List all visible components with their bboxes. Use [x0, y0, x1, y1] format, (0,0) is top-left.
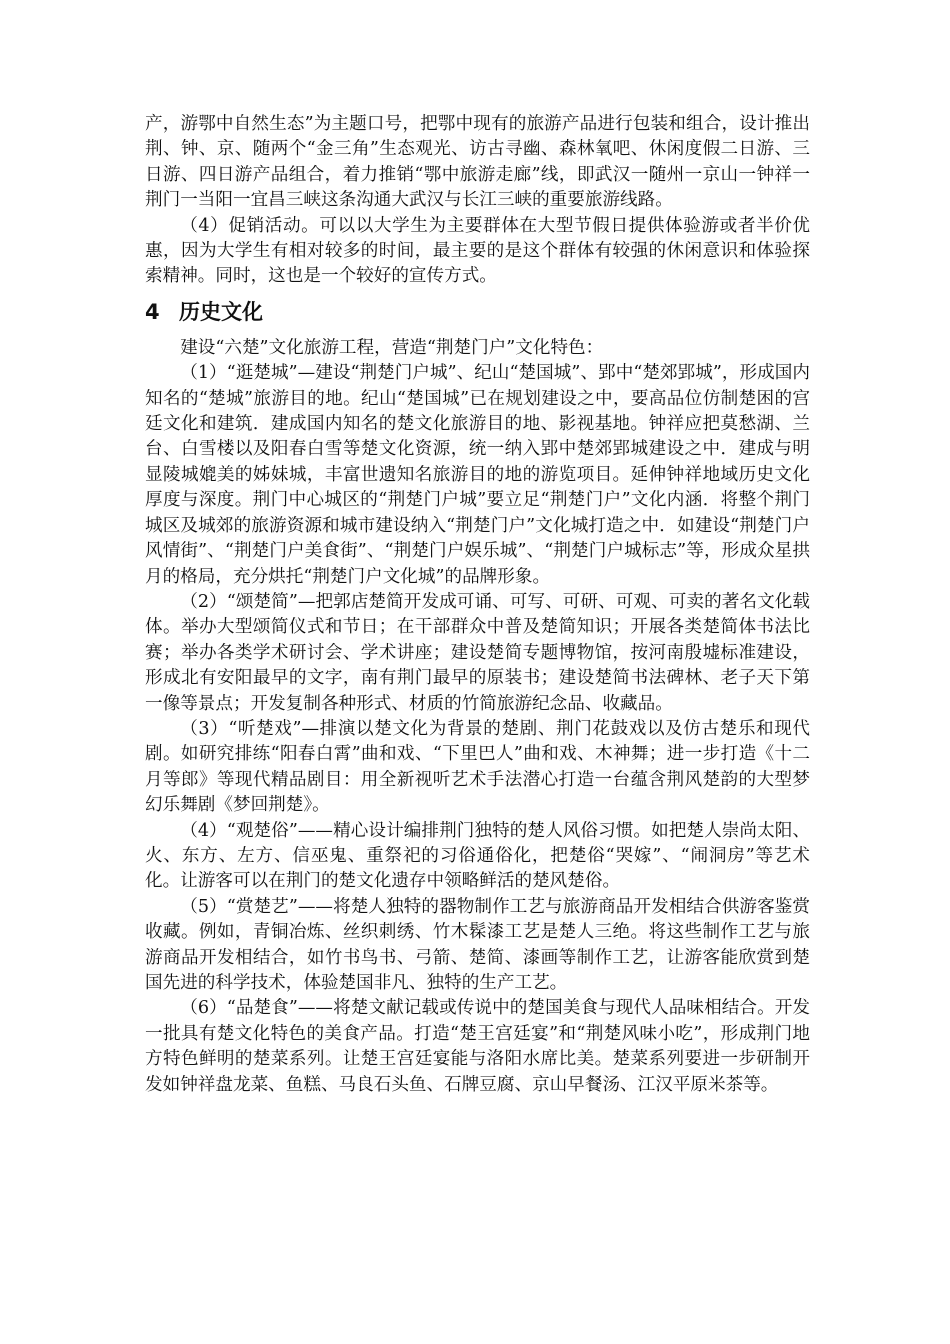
- paragraph: （4）“观楚俗”——精心设计编排荆门独特的楚人风俗习惯。如把楚人崇尚太阳、火、东方、左方、信巫鬼、重祭祀的习俗通俗化，把楚俗“哭嫁”、“闹洞房”等艺术化。让游客可以在荆门的楚文化遗存中领略鲜活的楚风楚俗。: [145, 820, 810, 892]
- paragraph: （5）“赏楚艺”——将楚人独特的器物制作工艺与旅游商品开发相结合供游客鉴赏收藏。例如，青铜冶炼、丝织刺绣、竹木髹漆工艺是楚人三绝。将这些制作工艺与旅游商品开发相结合，如竹书鸟书、弓箭、楚简、漆画等制作工艺，让游客能欣赏到楚国先进的科学技术，体验楚国非凡、独特的生产工艺。: [145, 896, 810, 993]
- paragraph: （3）“听楚戏”—排演以楚文化为背景的楚剧、荆门花鼓戏以及仿古楚乐和现代剧。如研究排练“阳春白霄”曲和戏、“下里巴人”曲和戏、木神舞；进一步打造《十二月等郎》等现代精品剧目：用全新视听艺术手法潜心打造一台蕴含荆风楚韵的大型梦幻乐舞剧《梦回荆楚》。: [145, 718, 810, 816]
- paragraph: （6）“品楚食”——将楚文献记载或传说中的楚国美食与现代人品味相结合。开发一批具有楚文化特色的美食产品。打造“楚王宫廷宴”和“荆楚风味小吃”，形成荆门地方特色鲜明的楚菜系列。让楚王宫廷宴能与洛阳水席比美。楚菜系列要进一步研制开发如钟祥盘龙菜、鱼糕、马良石头鱼、石牌豆腐、京山早餐汤、江汉平原米茶等。: [145, 998, 810, 1095]
- paragraph: 产，游鄂中自然生态”为主题口号，把鄂中现有的旅游产品进行包装和组合，设计推出荆、钟、京、随两个“金三角”生态观光、访古寻幽、森林氧吧、休闲度假二日游、三日游、四日游产品组合，着力推销“鄂中旅游走廊”线，即武汉一随州一京山一钟祥一荆门一当阳一宜昌三峡这条沟通大武汉与长江三峡的重要旅游线路。: [145, 114, 810, 211]
- document-body: [145, 112, 810, 1098]
- paragraph: （1）“逛楚城”—建设“荆楚门户城”、纪山“楚国城”、郢中“楚郊郢城”，形成国内知名的“楚城”旅游目的地。纪山“楚国城”已在规划建设之中，要高品位仿制楚困的宫廷文化和建筑．建成国内知名的楚文化旅游目的地、影视基地。钟祥应把莫愁湖、兰台、白雪楼以及阳春白雪等楚文化资源，统一纳入郢中楚郊郢城建设之中．建成与明显陵城媲美的姊妹城，丰富世遗知名旅游目的地的游览项目。延伸钟祥地域历史文化厚度与深度。荆门中心城区的“荆楚门户城”要立足“荆楚门户”文化内涵．将整个荆门城区及城郊的旅游资源和城市建设纳入“荆楚门户”文化城打造之中．如建设“荆楚门户风情街”、“荆楚门户美食街”、“荆楚门户娱乐城”、“荆楚门户城标志”等，形成众星拱月的格局，充分烘托“荆楚门户文化城”的品牌形象。: [145, 363, 810, 587]
- section-title: 历史文化: [179, 299, 263, 324]
- section-heading: [145, 298, 810, 326]
- section-number: 4: [145, 299, 160, 324]
- paragraph: 建设“六楚”文化旅游工程，营造“荆楚门户”文化特色：: [180, 337, 604, 358]
- paragraph: （2）“颂楚简”—把郭店楚简开发成可诵、可写、可研、可观、可卖的著名文化载体。举办大型颂简仪式和节日；在干部群众中普及楚简知识；开展各类楚简体书法比赛；举办各类学术研讨会、学术讲座；建设楚简专题博物馆，按河南殷墟标准建设，形成北有安阳最早的文字，南有荆门最早的原装书；建设楚简书法碑林、老子天下第一像等景点；开发复制各种形式、材质的竹简旅游纪念品、收藏品。: [145, 591, 810, 714]
- paragraph: （4）促销活动。可以以大学生为主要群体在大型节假日提供体验游或者半价优惠，因为大学生有相对较多的时间，最主要的是这个群体有较强的休闲意识和体验探索精神。同时，这也是一个较好的宣传方式。: [145, 215, 810, 287]
